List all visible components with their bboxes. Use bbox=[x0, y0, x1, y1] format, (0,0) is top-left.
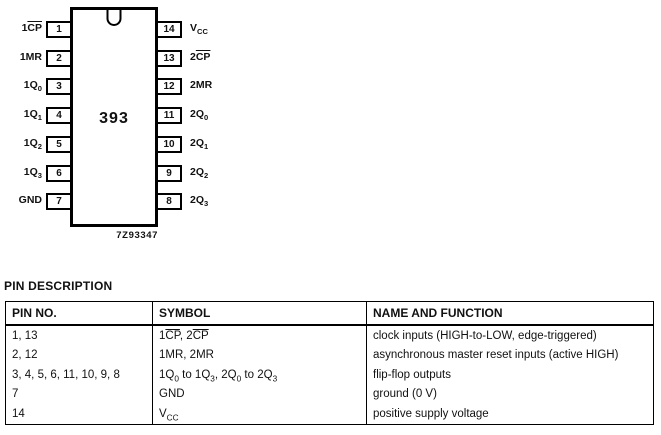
table-cell-pin_no: 7 bbox=[12, 388, 19, 401]
column-header: PIN NO. bbox=[6, 302, 153, 326]
ic-body bbox=[70, 7, 158, 227]
table-row bbox=[6, 346, 654, 366]
pin-number-box: 11 bbox=[156, 107, 182, 124]
table-row bbox=[6, 404, 654, 424]
pin-description-table bbox=[5, 301, 654, 425]
table-cell-function: asynchronous master reset inputs (active HIGH) bbox=[367, 346, 654, 366]
table-cell-symbol: $1Q_0$ to $1Q_3$, $2Q_0$ to $2Q_3$ bbox=[153, 365, 367, 385]
pin-label: $2Q_3$ bbox=[190, 194, 209, 209]
pin-number-box: 9 bbox=[156, 165, 182, 182]
column-header: SYMBOL bbox=[153, 302, 367, 326]
chip-label: 393 bbox=[99, 110, 129, 127]
pin-label: $2Q_2$ bbox=[190, 165, 209, 180]
table-cell-pin_no: 3, 4, 5, 6, 11, 10, 9, 8 bbox=[12, 368, 120, 381]
table-cell-function: ground (0 V) bbox=[367, 385, 654, 405]
figure-code: 7Z93347 bbox=[116, 230, 158, 241]
pin-label: $1Q_0$ bbox=[23, 79, 42, 94]
pin-number-box: 4 bbox=[46, 107, 72, 124]
pin-label: $1Q_3$ bbox=[23, 165, 42, 180]
pin-number-box: 3 bbox=[46, 78, 72, 95]
pin-number-box: 5 bbox=[46, 136, 72, 153]
table-cell-pin_no: 2, 12 bbox=[12, 349, 38, 362]
pin-number-box: 2 bbox=[46, 50, 72, 67]
pin-label: 2MR bbox=[190, 79, 213, 92]
pin-label: $2Q_1$ bbox=[190, 136, 209, 151]
pin-number-box: 14 bbox=[156, 21, 182, 38]
pin-label: $2\overline{CP}$ bbox=[190, 50, 211, 63]
pin-label: $V_{CC}$ bbox=[190, 22, 208, 37]
pin-label: $1\overline{CP}$ bbox=[21, 22, 42, 34]
pin-label: $2Q_0$ bbox=[190, 108, 209, 123]
pin-number-box: 6 bbox=[46, 165, 72, 182]
pin-number-box: 7 bbox=[46, 193, 72, 210]
table-cell-pin_no: 1, 13 bbox=[12, 329, 38, 342]
ic-notch-icon bbox=[107, 10, 122, 26]
pin-number-box: 8 bbox=[156, 193, 182, 210]
table-cell-pin_no: 14 bbox=[12, 407, 25, 420]
pin-number-box: 10 bbox=[156, 136, 182, 153]
table-cell-symbol: GND bbox=[153, 385, 367, 405]
table-cell-symbol: $V_{CC}$ bbox=[153, 404, 367, 424]
table-cell-function: flip-flop outputs bbox=[367, 365, 654, 385]
pin-label: 1MR bbox=[19, 50, 42, 63]
table-cell-function: positive supply voltage bbox=[367, 404, 654, 424]
table-row bbox=[6, 385, 654, 405]
column-header: NAME AND FUNCTION bbox=[367, 302, 654, 326]
pin-number-box: 13 bbox=[156, 50, 182, 67]
table-cell-symbol: $1\overline{CP}$, $2\overline{CP}$ bbox=[153, 325, 367, 346]
section-title: PIN DESCRIPTION bbox=[4, 279, 113, 293]
table-cell-function: clock inputs (HIGH-to-LOW, edge-triggered) bbox=[367, 325, 654, 346]
pinout-diagram bbox=[0, 0, 250, 255]
pin-number-box: 1 bbox=[46, 21, 72, 38]
pin-number-box: 12 bbox=[156, 78, 182, 95]
table-row bbox=[6, 325, 654, 346]
table-cell-symbol: 1MR, 2MR bbox=[153, 346, 367, 366]
pin-label: GND bbox=[18, 194, 42, 207]
table-header-row bbox=[6, 302, 654, 326]
pin-label: $1Q_1$ bbox=[23, 108, 42, 123]
pin-label: $1Q_2$ bbox=[23, 136, 42, 151]
table-row bbox=[6, 365, 654, 385]
